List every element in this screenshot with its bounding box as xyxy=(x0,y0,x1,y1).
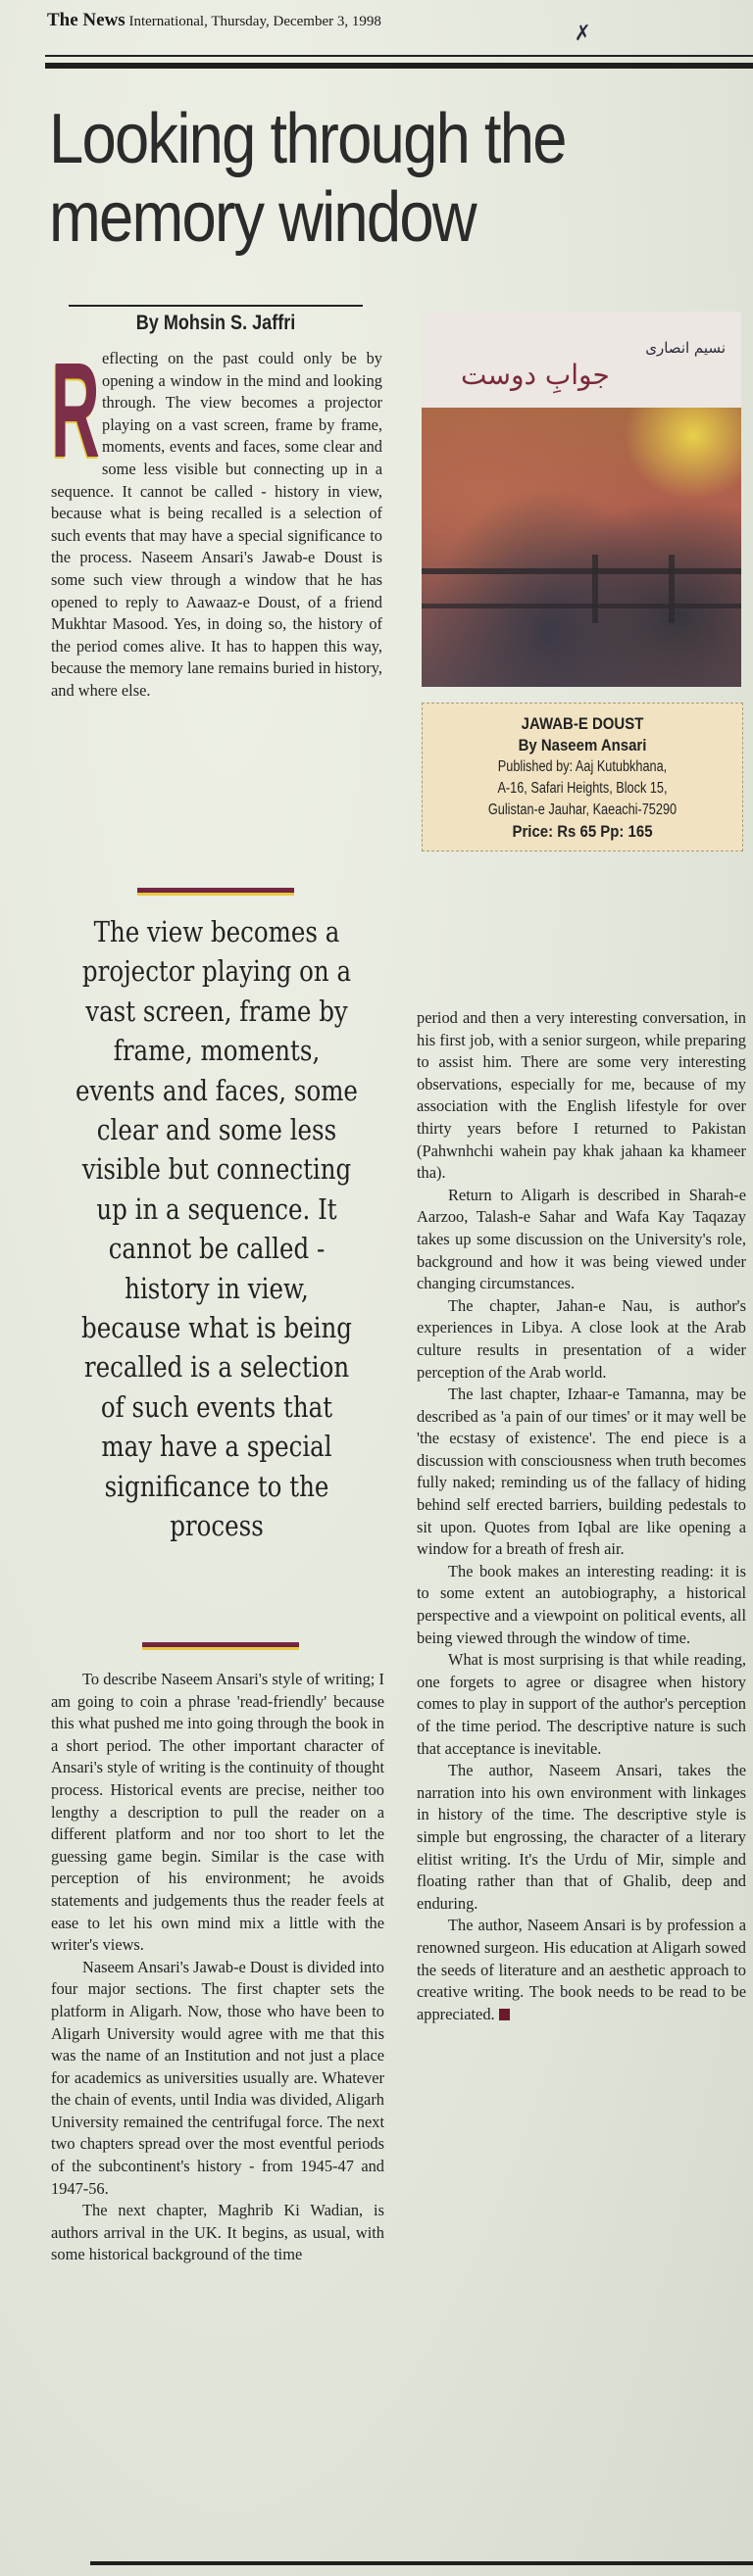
bottom-rule xyxy=(90,2561,753,2565)
paragraph: What is most surprising is that while reading, one forgets to agree or disagree when history comes to play in support of the author's perception of the time period. The descriptive nature is such that acceptance is inevitable. xyxy=(417,1650,746,1758)
paragraph: period and then a very interesting conversation, in his first job, with a senior surgeon, while preparing to assist him. There are some very interesting observations, especially for me, because of my association with the English lifestyle for over thirty years before I returned to Pakistan (Pahwnhchi wahein pay khak jahaan ka khameer tha). xyxy=(417,1008,746,1183)
book-info-box xyxy=(422,703,743,851)
handwritten-mark-icon: ✗ xyxy=(574,22,591,46)
body-column-right xyxy=(417,1007,746,2025)
dateline: International, Thursday, December 3, 1998 xyxy=(128,14,381,29)
paragraph: The chapter, Jahan-e Nau, is author's experiences in Libya. A close look at the Arab culture results in presentation of a wider perception of the Arab world. xyxy=(417,1295,746,1382)
paragraph: The book makes an interesting reading: it is to some extent an autobiography, a historical perspective and a viewpoint on political events, all being viewed through the window of time. xyxy=(417,1561,746,1647)
masthead xyxy=(47,10,381,31)
newspaper-name: The News xyxy=(47,10,126,30)
book-publisher: Published by: Aaj Kutubkhana, xyxy=(497,758,668,775)
paragraph: To describe Naseem Ansari's style of writing; I am going to coin a phrase 'read-friendly' because this what pushed me into going through the book in a short period. The other important character of Ansari's style of writing is the continuity of thought process. Historical events are precise, neither too lengthy a description to pull the reader on a different platform and nor too short to let the guessing game begin. Similar is the case with perception of his environment; he avoids statements and judgements thus the reader feels at ease to let his own mind mix a little with the writer's views. xyxy=(51,1670,384,1955)
book-title: JAWAB-E DOUST xyxy=(521,714,644,733)
lead-paragraph xyxy=(51,335,382,703)
cover-title-urdu: جوابِ دوست xyxy=(461,359,610,391)
cover-painting xyxy=(422,408,741,687)
final-paragraph xyxy=(417,1915,746,2025)
masthead-rule-thin xyxy=(45,55,753,57)
paragraph: The author, Naseem Ansari, takes the narration into his own environment with linkages in history of the time. The descriptive style is simple but engrossing, the character of a literary elitist writing. It's the Urdu of Mir, simple and floating rather than that of Ghalib, deep and enduring. xyxy=(417,1761,746,1913)
cover-author-urdu: نسیم انصاری xyxy=(645,339,726,357)
byline-rule xyxy=(69,305,363,307)
paragraph: Return to Aligarh is described in Sharah-e Aarzoo, Talash-e Sahar and Wafa Kay Taqazay takes up some discussion on the University's role, background and how it was being viewed under changing circumstances. xyxy=(417,1185,746,1293)
book-author: By Naseem Ansari xyxy=(518,736,647,754)
lead-text: eflecting on the past could only be by opening a window in the mind and looking through. The view becomes a projector playing on a vast screen, frame by frame, moments, events and faces, some clear and some less visible but connecting up in a sequence. It cannot be called - history in view, because what is being recalled is a selection of such events that may have a special significance to the process. Naseem Ansari's Jawab-e Doust is some such view through a window that he has opened to reply to Aawaaz-e Doust, of a friend Mukhtar Masood. Yes, in doing so, the history of the period comes alive. It has to happen this way, because the memory lane remains buried in history, and where else. xyxy=(51,349,382,700)
paragraph: The next chapter, Maghrib Ki Wadian, is authors arrival in the UK. It begins, as usual, with some historical background of the time xyxy=(51,2201,384,2264)
pull-quote-divider xyxy=(142,1642,299,1647)
headline-line-2: memory window xyxy=(49,178,476,257)
headline xyxy=(49,100,619,257)
paragraph: Naseem Ansari's Jawab-e Doust is divided into four major sections. The first chapter sets the platform in Aligarh. Now, those who have been to Aligarh University would agree with me that this was the name of an Institution and not just a place for academics as universities usually are. Whatever the chain of events, until India was divided, Aligarh University remained the centrifugal force. The next two chapters spread over the most eventful periods of the subcontinent's history - from 1945-47 and 1947-56. xyxy=(51,1957,384,2198)
book-address-2: Gulistan-e Jauhar, Kaeachi-75290 xyxy=(487,802,678,818)
drop-cap: R xyxy=(51,335,100,486)
pull-quote: The view becomes a projector playing on a vast screen, frame by frame, moments, events and faces, some clear and some less visible but connecting up in a sequence. It cannot be called - history in view, because what is being recalled is a selection of such events that may have a special significance to the process xyxy=(75,916,358,1543)
end-mark-icon xyxy=(499,2009,510,2020)
paragraph-text: The author, Naseem Ansari is by profession a renowned surgeon. His education at Aligarh sowed the seeds of literature and an aesthetic approach to creative writing. The book needs to be read to be appreciated. xyxy=(417,1916,746,2023)
masthead-rule-thick xyxy=(45,63,753,69)
body-column-left xyxy=(51,1669,384,2266)
byline: By Mohsin S. Jaffri xyxy=(135,312,296,334)
section-divider xyxy=(137,888,294,893)
fence-rail xyxy=(422,604,741,608)
paragraph: The last chapter, Izhaar-e Tamanna, may be described as 'a pain of our times' or it may well be 'the ecstasy of existence'. The end piece is a discussion with consciousness when truth becomes fully naked; reminding us of the fallacy of hiding behind self erected barriers, building pedestals to sit upon. Quotes from Iqbal are like opening a window for a breath of fresh air. xyxy=(417,1385,746,1559)
lead-column xyxy=(51,335,382,703)
book-panel xyxy=(422,312,743,851)
book-price: Price: Rs 65 Pp: 165 xyxy=(512,822,653,841)
headline-line-1: Looking through the xyxy=(49,100,566,178)
book-address-1: A-16, Safari Heights, Block 15, xyxy=(497,780,668,797)
fence-rail xyxy=(422,568,741,574)
book-cover-image xyxy=(422,312,741,687)
fence-post xyxy=(592,555,598,623)
fence-post xyxy=(669,555,675,623)
